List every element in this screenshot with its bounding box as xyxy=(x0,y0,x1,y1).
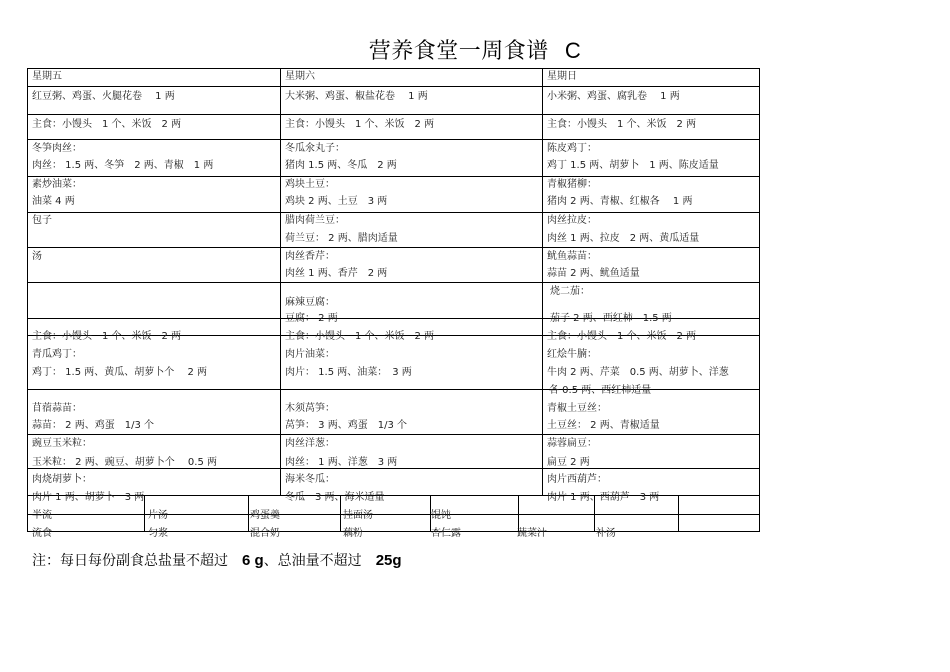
dish-detail: 土豆丝： 2 两、青椒适量 xyxy=(547,420,660,431)
table-line xyxy=(518,495,519,531)
page-title: 营养食堂一周食谱 C xyxy=(368,38,582,64)
dish-name: 海米冬瓜： xyxy=(285,474,335,485)
day-header: 星期五 xyxy=(32,71,62,82)
table-line xyxy=(27,114,759,115)
dish-detail: 猪肉 1.5 两、冬瓜 2 两 xyxy=(285,160,397,171)
dish-detail: 肉片： 1.5 两、油菜： 3 两 xyxy=(285,367,412,378)
dish-detail: 肉片 1 两、胡萝卜 3 两 xyxy=(32,492,145,503)
diet-cell: 混合奶 xyxy=(250,528,280,539)
diet-cell: 流食 xyxy=(32,528,52,539)
diet-cell: 挂面汤 xyxy=(343,510,373,521)
dish-name: 包子 xyxy=(32,215,52,226)
dish-detail: 豆腐： 2 两 xyxy=(285,313,338,324)
table-line xyxy=(759,68,760,532)
dish-detail: 各 0.5 两、西红柿适量 xyxy=(549,385,652,396)
dish-name: 肉丝香芹： xyxy=(285,251,335,262)
table-line xyxy=(27,68,759,69)
dish-name: 苜蓿蒜苗： xyxy=(32,403,82,414)
table-line xyxy=(27,139,759,140)
table-line xyxy=(27,86,759,87)
table-line xyxy=(27,531,759,532)
dish-detail: 肉丝： 1.5 两、冬笋 2 两、青椒 1 两 xyxy=(32,160,214,171)
dish-detail: 肉丝 1 两、拉皮 2 两、黄瓜适量 xyxy=(547,233,700,244)
diet-cell: 蔬菜汁 xyxy=(517,528,547,539)
table-line xyxy=(27,282,759,283)
oil-limit: 25g xyxy=(375,552,402,569)
dish-detail: 玉米粒： 2 两、豌豆、胡萝卜个 0.5 两 xyxy=(32,457,217,468)
day-header: 星期六 xyxy=(285,71,315,82)
dinner-staple: 主食：小馒头 1 个、米饭 2 两 xyxy=(547,331,697,342)
diet-cell: 馄饨 xyxy=(431,510,451,521)
dish-detail: 扁豆 2 两 xyxy=(547,457,590,468)
dish-name: 肉丝拉皮： xyxy=(547,215,597,226)
table-line xyxy=(27,514,759,515)
dinner-staple: 主食：小馒头 1 个、米饭 2 两 xyxy=(285,331,435,342)
dish-detail: 猪肉 2 两、青椒、红椒各 1 两 xyxy=(547,196,693,207)
table-line xyxy=(27,434,759,435)
diet-cell: 鸡蛋羹 xyxy=(250,510,280,521)
dish-detail: 油菜 4 两 xyxy=(32,196,75,207)
dish-name: 烧二茄： xyxy=(550,286,590,297)
table-line xyxy=(280,68,281,495)
table-line xyxy=(27,212,759,213)
diet-cell: 半流 xyxy=(32,510,52,521)
day-header: 星期日 xyxy=(547,71,577,82)
dish-name: 肉片西葫芦： xyxy=(547,474,607,485)
dish-name: 腊肉荷兰豆： xyxy=(285,215,345,226)
dish-detail: 肉丝： 1 两、洋葱 3 两 xyxy=(285,457,398,468)
dish-name: 青椒土豆丝： xyxy=(547,403,607,414)
dish-name: 冬笋肉丝： xyxy=(32,143,82,154)
salt-limit: 6 g xyxy=(242,552,264,569)
dish-name: 红烩牛腩： xyxy=(547,349,597,360)
table-line xyxy=(248,495,249,531)
dish-name: 青椒猪柳： xyxy=(547,179,597,190)
dish-name: 肉烧胡萝卜： xyxy=(32,474,92,485)
diet-cell: 藕粉 xyxy=(343,528,363,539)
table-line xyxy=(678,495,679,531)
dish-detail: 荷兰豆： 2 两、腊肉适量 xyxy=(285,233,398,244)
dish-name: 鱿鱼蒜苗： xyxy=(547,251,597,262)
dish-name: 冬瓜氽丸子： xyxy=(285,143,345,154)
lunch-staple: 主食：小馒头 1 个、米饭 2 两 xyxy=(32,119,182,130)
dish-detail: 肉丝 1 两、香芹 2 两 xyxy=(285,268,388,279)
breakfast: 红豆粥、鸡蛋、火腿花卷 1 两 xyxy=(32,91,175,102)
dish-detail: 鸡丁： 1.5 两、黄瓜、胡萝卜个 2 两 xyxy=(32,367,207,378)
dish-detail: 冬瓜 3 两、海米适量 xyxy=(285,492,385,503)
dish-detail: 鸡丁 1.5 两、胡萝卜 1 两、陈皮适量 xyxy=(547,160,719,171)
diet-cell: 匀浆 xyxy=(148,528,168,539)
dish-detail: 蒜苗： 2 两、鸡蛋 1/3 个 xyxy=(32,420,154,431)
dish-name: 麻辣豆腐： xyxy=(285,297,335,308)
dish-name: 肉片油菜： xyxy=(285,349,335,360)
dish-name: 豌豆玉米粒： xyxy=(32,438,92,449)
dish-detail: 鸡块 2 两、土豆 3 两 xyxy=(285,196,388,207)
table-line xyxy=(542,68,543,495)
lunch-staple: 主食：小馒头 1 个、米饭 2 两 xyxy=(285,119,435,130)
dish-detail: 茄子 2 两、西红柿 1.5 两 xyxy=(550,313,672,324)
dish-name: 陈皮鸡丁： xyxy=(547,143,597,154)
dish-name: 青瓜鸡丁： xyxy=(32,349,82,360)
table-line xyxy=(27,176,759,177)
breakfast: 小米粥、鸡蛋、腐乳卷 1 两 xyxy=(547,91,680,102)
dish-detail: 肉片 1 两、西葫芦 3 两 xyxy=(547,492,660,503)
dinner-staple: 主食：小馒头 1 个、米饭 2 两 xyxy=(32,331,182,342)
soup: 汤 xyxy=(32,251,42,262)
breakfast: 大米粥、鸡蛋、椒盐花卷 1 两 xyxy=(285,91,428,102)
dish-name: 鸡块土豆： xyxy=(285,179,335,190)
table-line xyxy=(27,68,28,532)
diet-cell: 杏仁露 xyxy=(431,528,461,539)
dish-detail: 莴笋： 3 两、鸡蛋 1/3 个 xyxy=(285,420,407,431)
dish-detail: 牛肉 2 两、芹菜 0.5 两、胡萝卜、洋葱 xyxy=(547,367,729,378)
table-line xyxy=(27,247,759,248)
title-suffix: C xyxy=(564,38,582,63)
footnote: 注：每日每份副食总盐量不超过 6 g、总油量不超过 25g xyxy=(32,552,402,569)
diet-cell: 片汤 xyxy=(148,510,168,521)
lunch-staple: 主食：小馒头 1 个、米饭 2 两 xyxy=(547,119,697,130)
diet-cell: 补汤 xyxy=(596,528,616,539)
dish-detail: 蒜苗 2 两、鱿鱼适量 xyxy=(547,268,640,279)
dish-name: 蒜蓉扁豆： xyxy=(547,438,597,449)
dish-name: 肉丝洋葱： xyxy=(285,438,335,449)
dish-name: 木须莴笋： xyxy=(285,403,335,414)
dish-name: 素炒油菜： xyxy=(32,179,82,190)
